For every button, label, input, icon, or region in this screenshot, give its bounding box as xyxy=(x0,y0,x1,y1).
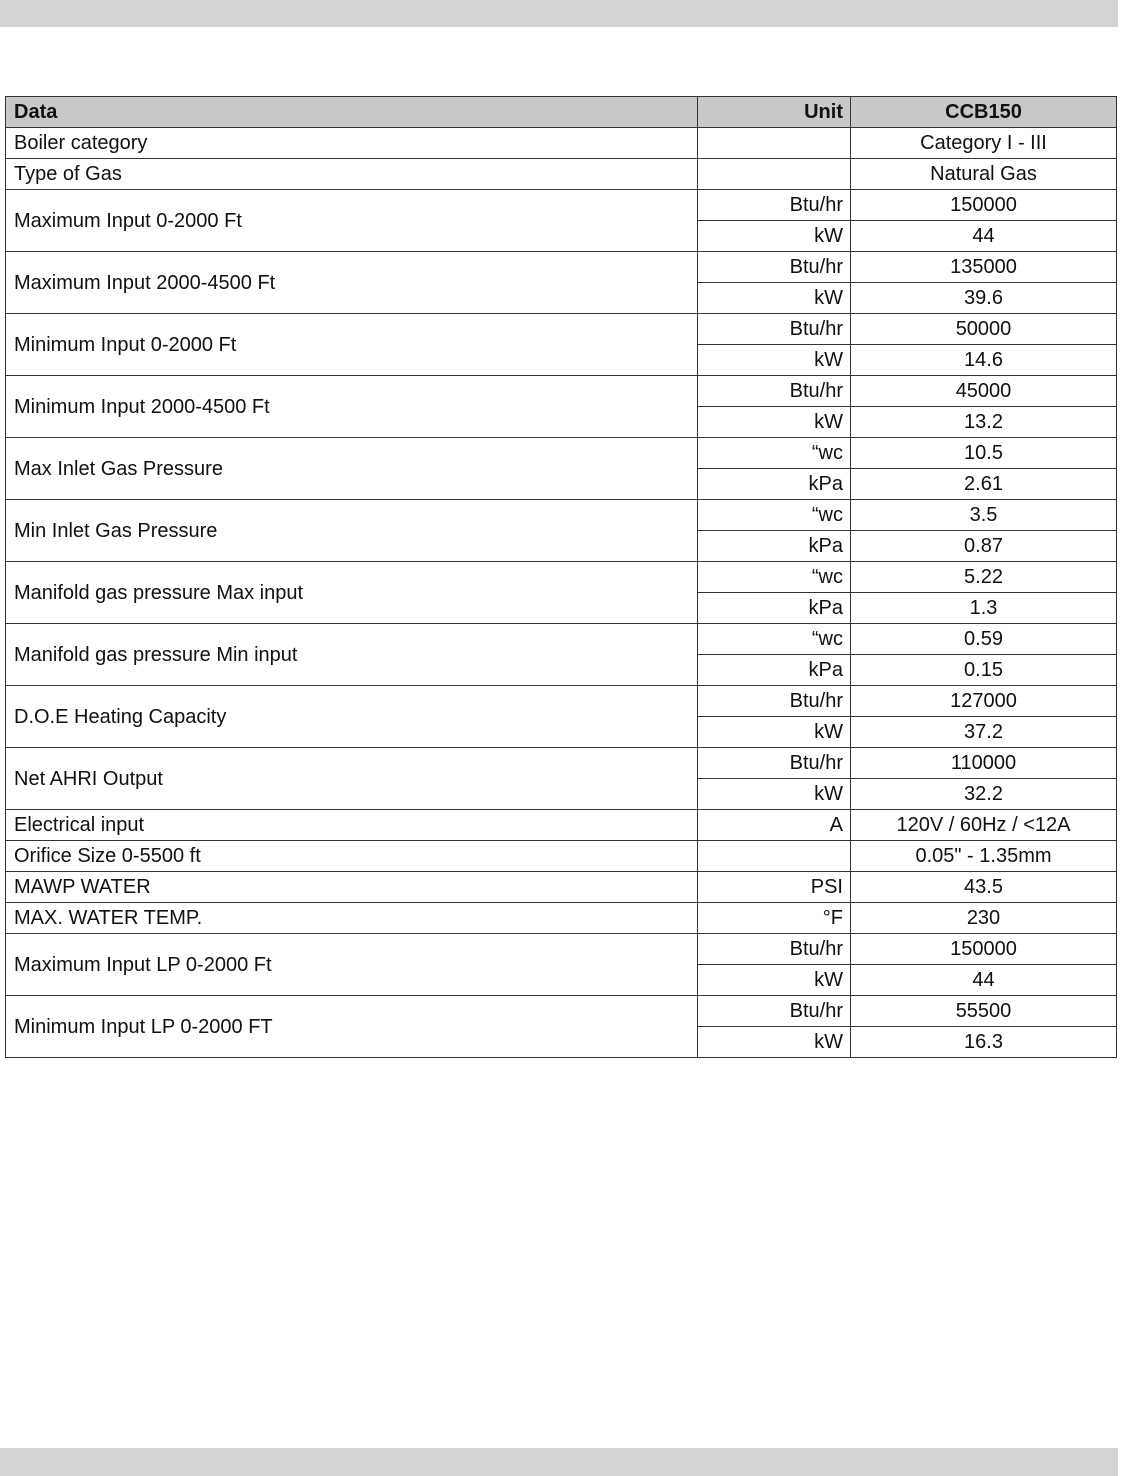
table-row xyxy=(6,996,1117,1027)
row-value: 0.87 xyxy=(851,531,1117,562)
row-unit xyxy=(698,128,851,159)
row-value: 120V / 60Hz / <12A xyxy=(851,810,1117,841)
spec-body xyxy=(6,128,1117,1058)
row-unit: Btu/hr xyxy=(698,686,851,717)
row-unit: kW xyxy=(698,283,851,314)
row-value: 39.6 xyxy=(851,283,1117,314)
row-unit: kW xyxy=(698,345,851,376)
row-label: MAX. WATER TEMP. xyxy=(6,903,698,934)
row-value: 10.5 xyxy=(851,438,1117,469)
table-row xyxy=(6,748,1117,779)
row-unit: PSI xyxy=(698,872,851,903)
row-label: Maximum Input LP 0-2000 Ft xyxy=(6,934,698,996)
table-row xyxy=(6,438,1117,469)
row-unit: “wc xyxy=(698,562,851,593)
row-value: 37.2 xyxy=(851,717,1117,748)
row-value: 3.5 xyxy=(851,500,1117,531)
row-unit: kPa xyxy=(698,655,851,686)
row-label: Maximum Input 0-2000 Ft xyxy=(6,190,698,252)
row-value: 150000 xyxy=(851,934,1117,965)
row-label: Maximum Input 2000-4500 Ft xyxy=(6,252,698,314)
table-row xyxy=(6,624,1117,655)
row-unit: Btu/hr xyxy=(698,996,851,1027)
header-model: CCB150 xyxy=(851,97,1117,128)
row-value: 2.61 xyxy=(851,469,1117,500)
row-label: Orifice Size 0-5500 ft xyxy=(6,841,698,872)
row-value: 0.05" - 1.35mm xyxy=(851,841,1117,872)
row-label: Boiler category xyxy=(6,128,698,159)
row-unit: Btu/hr xyxy=(698,376,851,407)
header-data: Data xyxy=(6,97,698,128)
row-value: 16.3 xyxy=(851,1027,1117,1058)
row-unit: Btu/hr xyxy=(698,934,851,965)
row-value: 110000 xyxy=(851,748,1117,779)
row-value: 44 xyxy=(851,965,1117,996)
row-label: Type of Gas xyxy=(6,159,698,190)
table-row xyxy=(6,810,1117,841)
row-unit: kPa xyxy=(698,531,851,562)
bottom-bar xyxy=(0,1448,1118,1476)
row-value: 230 xyxy=(851,903,1117,934)
table-row xyxy=(6,190,1117,221)
table-row xyxy=(6,159,1117,190)
row-value: 50000 xyxy=(851,314,1117,345)
table-row xyxy=(6,686,1117,717)
table-row xyxy=(6,252,1117,283)
row-unit: kW xyxy=(698,221,851,252)
row-unit: kPa xyxy=(698,469,851,500)
row-value: 0.59 xyxy=(851,624,1117,655)
row-unit: Btu/hr xyxy=(698,748,851,779)
table-row xyxy=(6,562,1117,593)
row-value: 150000 xyxy=(851,190,1117,221)
row-value: 135000 xyxy=(851,252,1117,283)
row-value: 45000 xyxy=(851,376,1117,407)
row-value: 13.2 xyxy=(851,407,1117,438)
row-value: 14.6 xyxy=(851,345,1117,376)
table-row xyxy=(6,872,1117,903)
row-label: Net AHRI Output xyxy=(6,748,698,810)
row-label: D.O.E Heating Capacity xyxy=(6,686,698,748)
row-value: Category I - III xyxy=(851,128,1117,159)
row-unit: kPa xyxy=(698,593,851,624)
row-unit: Btu/hr xyxy=(698,252,851,283)
row-value: 43.5 xyxy=(851,872,1117,903)
row-unit: Btu/hr xyxy=(698,314,851,345)
table-row xyxy=(6,376,1117,407)
row-label: MAWP WATER xyxy=(6,872,698,903)
row-label: Manifold gas pressure Min input xyxy=(6,624,698,686)
row-value: Natural Gas xyxy=(851,159,1117,190)
row-label: Min Inlet Gas Pressure xyxy=(6,500,698,562)
row-label: Minimum Input LP 0-2000 FT xyxy=(6,996,698,1058)
table-row xyxy=(6,903,1117,934)
spec-table xyxy=(5,96,1117,1058)
table-row xyxy=(6,934,1117,965)
row-unit: Btu/hr xyxy=(698,190,851,221)
row-unit: kW xyxy=(698,407,851,438)
row-label: Minimum Input 0-2000 Ft xyxy=(6,314,698,376)
table-row xyxy=(6,841,1117,872)
row-unit: kW xyxy=(698,965,851,996)
row-unit xyxy=(698,159,851,190)
row-label: Electrical input xyxy=(6,810,698,841)
row-unit: °F xyxy=(698,903,851,934)
row-unit: kW xyxy=(698,779,851,810)
top-bar xyxy=(0,0,1118,27)
row-value: 55500 xyxy=(851,996,1117,1027)
row-value: 1.3 xyxy=(851,593,1117,624)
row-value: 0.15 xyxy=(851,655,1117,686)
row-unit: “wc xyxy=(698,438,851,469)
table-row xyxy=(6,314,1117,345)
row-label: Manifold gas pressure Max input xyxy=(6,562,698,624)
row-unit: kW xyxy=(698,1027,851,1058)
row-value: 44 xyxy=(851,221,1117,252)
table-row xyxy=(6,500,1117,531)
row-unit xyxy=(698,841,851,872)
row-unit: “wc xyxy=(698,500,851,531)
table-header-row xyxy=(6,97,1117,128)
row-value: 5.22 xyxy=(851,562,1117,593)
row-value: 32.2 xyxy=(851,779,1117,810)
row-label: Max Inlet Gas Pressure xyxy=(6,438,698,500)
row-unit: A xyxy=(698,810,851,841)
row-unit: kW xyxy=(698,717,851,748)
row-label: Minimum Input 2000-4500 Ft xyxy=(6,376,698,438)
table-row xyxy=(6,128,1117,159)
row-unit: “wc xyxy=(698,624,851,655)
header-unit: Unit xyxy=(698,97,851,128)
row-value: 127000 xyxy=(851,686,1117,717)
